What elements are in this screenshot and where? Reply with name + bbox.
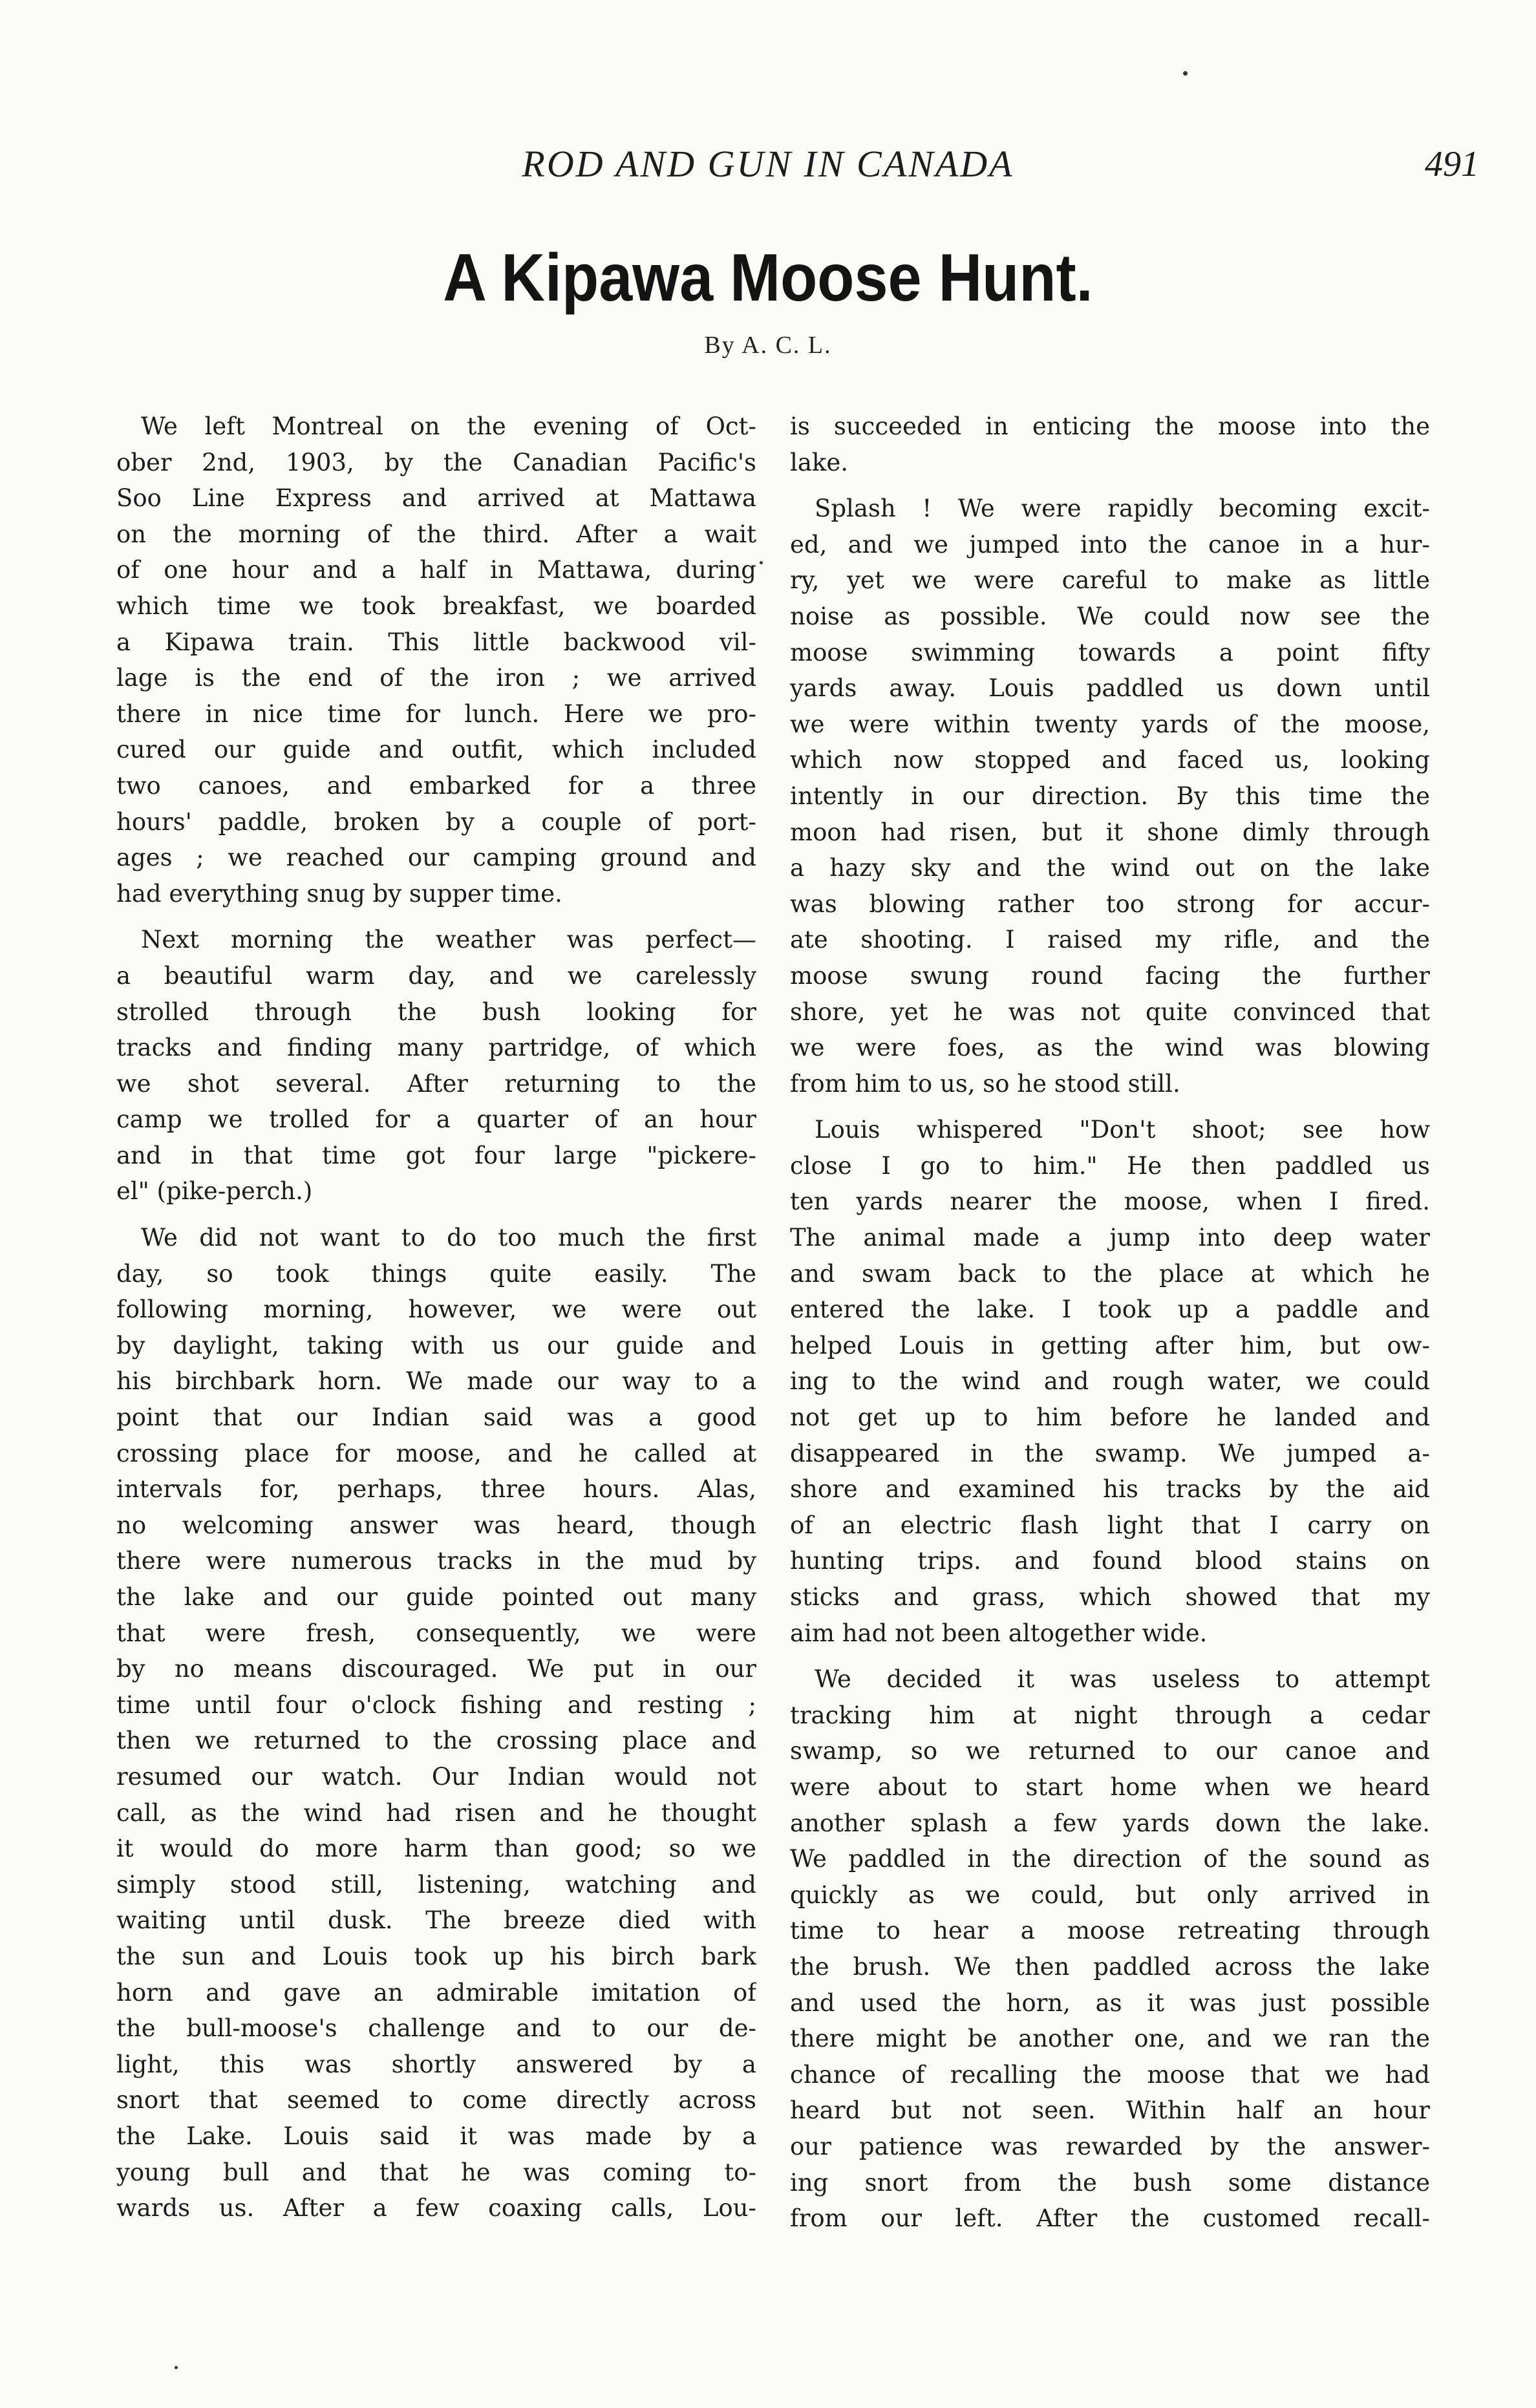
text-line: yards away. Louis paddled us down until: [790, 674, 1430, 703]
print-speck: [175, 2366, 178, 2369]
text-line: close I go to him." He then paddled us: [790, 1151, 1430, 1180]
text-line: and in that time got four large "pickere-: [116, 1141, 756, 1169]
text-line: tracking him at night through a cedar: [790, 1701, 1430, 1729]
text-line: cured our guide and outfit, which included: [116, 736, 756, 764]
text-line: snort that seemed to come directly across: [116, 2086, 756, 2115]
text-line: intently in our direction. By this time the: [790, 782, 1430, 810]
print-speck: [760, 561, 763, 564]
text-line: wards us. After a few coaxing calls, Lou-: [116, 2194, 756, 2222]
text-line: time to hear a moose retreating through: [790, 1917, 1430, 1945]
text-line: there in nice time for lunch. Here we pro-: [116, 699, 756, 728]
text-line: moose swimming towards a point fifty: [790, 638, 1430, 666]
text-line: no welcoming answer was heard, though: [116, 1511, 756, 1539]
text-line: we shot several. After returning to the: [116, 1069, 756, 1098]
text-line: disappeared in the swamp. We jumped a-: [790, 1439, 1430, 1467]
text-line: not get up to him before he landed and: [790, 1403, 1430, 1432]
text-line: ober 2nd, 1903, by the Canadian Pacific's: [116, 448, 756, 476]
text-line: aim had not been altogether wide.: [790, 1619, 1208, 1647]
paragraph: [790, 409, 1430, 480]
text-line: point that our Indian said was a good: [116, 1403, 756, 1432]
text-line: Louis whispered "Don't shoot; see how: [815, 1116, 1430, 1144]
text-line: on the morning of the third. After a wait: [116, 520, 756, 548]
text-line: ate shooting. I raised my rifle, and the: [790, 926, 1430, 954]
text-line: waiting until dusk. The breeze died with: [116, 1906, 756, 1935]
text-line: from our left. After the customed recall-: [790, 2204, 1430, 2233]
text-line: of an electric flash light that I carry on: [790, 1511, 1430, 1539]
text-line: moose swung round facing the further: [790, 961, 1430, 990]
text-line: and swam back to the place at which he: [790, 1259, 1430, 1288]
text-line: of one hour and a half in Mattawa, during: [116, 556, 756, 584]
text-line: noise as possible. We could now see the: [790, 602, 1430, 630]
text-line: following morning, however, we were out: [116, 1295, 756, 1324]
text-line: the lake and our guide pointed out many: [116, 1583, 756, 1611]
text-line: hours' paddle, broken by a couple of port-: [116, 807, 756, 836]
text-line: We decided it was useless to attempt: [815, 1665, 1430, 1694]
text-line: entered the lake. I took up a paddle and: [790, 1295, 1430, 1324]
text-line: ed, and we jumped into the canoe in a hur-: [790, 530, 1430, 559]
text-line: the Lake. Louis said it was made by a: [116, 2122, 756, 2150]
text-line: time until four o'clock fishing and resting ;: [116, 1690, 756, 1719]
text-line: light, this was shortly answered by a: [116, 2050, 756, 2078]
text-line: was blowing rather too strong for accur-: [790, 890, 1430, 918]
text-line: a hazy sky and the wind out on the lake: [790, 854, 1430, 882]
text-line: horn and gave an admirable imitation of: [116, 1978, 756, 2007]
text-line: helped Louis in getting after him, but ow-: [790, 1331, 1430, 1359]
text-line: We did not want to do too much the first: [141, 1224, 756, 1252]
paragraph: [790, 491, 1430, 1102]
text-line: moon had risen, but it shone dimly through: [790, 818, 1430, 846]
text-line: lage is the end of the iron ; we arrived: [116, 664, 756, 692]
text-line: and used the horn, as it was just possible: [790, 1988, 1430, 2017]
text-line: a beautiful warm day, and we carelessly: [116, 961, 756, 990]
text-line: shore and examined his tracks by the aid: [790, 1475, 1430, 1504]
article-byline: By A. C. L.: [704, 332, 832, 359]
text-line: call, as the wind had risen and he thought: [116, 1798, 756, 1827]
print-speck: [1183, 71, 1188, 76]
page-number: 491: [1425, 144, 1479, 184]
text-line: Soo Line Express and arrived at Mattawa: [116, 484, 756, 513]
running-head: [0, 129, 1536, 187]
text-line: his birchbark horn. We made our way to a: [116, 1367, 756, 1396]
text-line: lake.: [790, 448, 848, 476]
journal-title: ROD AND GUN IN CANADA: [522, 143, 1014, 185]
text-line: which time we took breakfast, we boarded: [116, 591, 756, 620]
text-line: tracks and finding many partridge, of which: [116, 1034, 756, 1062]
paragraph: [116, 922, 756, 1209]
right-column: [790, 409, 1430, 2247]
text-line: quickly as we could, but only arrived in: [790, 1881, 1430, 1909]
text-line: The animal made a jump into deep water: [790, 1224, 1430, 1252]
paragraph: [790, 1112, 1430, 1651]
text-line: ing snort from the bush some distance: [790, 2168, 1430, 2197]
text-line: we were within twenty yards of the moose,: [790, 710, 1430, 738]
text-line: the bull-moose's challenge and to our de-: [116, 2014, 756, 2043]
text-line: ages ; we reached our camping ground and: [116, 844, 756, 872]
article-title: A Kipawa Moose Hunt.: [443, 240, 1093, 315]
text-line: our patience was rewarded by the answer-: [790, 2132, 1430, 2160]
text-line: were about to start home when we heard: [790, 1773, 1430, 1801]
text-line: had everything snug by supper time.: [116, 879, 562, 908]
text-line: shore, yet he was not quite convinced that: [790, 997, 1430, 1026]
text-line: camp we trolled for a quarter of an hour: [116, 1105, 756, 1134]
text-line: day, so took things quite easily. The: [116, 1259, 756, 1288]
text-line: from him to us, so he stood still.: [790, 1069, 1180, 1098]
text-line: it would do more harm than good; so we: [116, 1835, 756, 1863]
text-line: the brush. We then paddled across the lake: [790, 1952, 1430, 1981]
text-line: strolled through the bush looking for: [116, 997, 756, 1026]
text-line: resumed our watch. Our Indian would not: [116, 1762, 756, 1791]
text-line: the sun and Louis took up his birch bark: [116, 1942, 756, 1970]
text-line: We paddled in the direction of the sound as: [790, 1845, 1430, 1873]
text-line: sticks and grass, which showed that my: [790, 1583, 1430, 1611]
text-line: by daylight, taking with us our guide and: [116, 1331, 756, 1359]
text-line: two canoes, and embarked for a three: [116, 771, 756, 800]
text-line: that were fresh, consequently, we were: [116, 1619, 756, 1647]
text-line: intervals for, perhaps, three hours. Alas,: [116, 1475, 756, 1504]
text-line: then we returned to the crossing place and: [116, 1727, 756, 1755]
paragraph: [790, 1661, 1430, 2237]
text-line: by no means discouraged. We put in our: [116, 1655, 756, 1683]
text-line: Splash ! We were rapidly becoming excit-: [815, 495, 1430, 523]
text-line: chance of recalling the moose that we had: [790, 2060, 1430, 2089]
paragraph: [116, 409, 756, 911]
text-line: there were numerous tracks in the mud by: [116, 1547, 756, 1575]
text-line: simply stood still, listening, watching and: [116, 1870, 756, 1899]
left-column: [116, 409, 756, 2237]
text-line: a Kipawa train. This little backwood vil-: [116, 628, 756, 656]
text-line: hunting trips. and found blood stains on: [790, 1547, 1430, 1575]
text-line: is succeeded in enticing the moose into the: [790, 412, 1430, 440]
paragraph: [116, 1220, 756, 2226]
text-line: another splash a few yards down the lake.: [790, 1809, 1430, 1837]
text-line: ten yards nearer the moose, when I fired.: [790, 1188, 1430, 1216]
text-line: heard but not seen. Within half an hour: [790, 2096, 1430, 2125]
text-line: we were foes, as the wind was blowing: [790, 1034, 1430, 1062]
text-line: swamp, so we returned to our canoe and: [790, 1737, 1430, 1765]
text-line: ry, yet we were careful to make as little: [790, 566, 1430, 595]
text-line: ing to the wind and rough water, we could: [790, 1367, 1430, 1396]
text-line: el" (pike-perch.): [116, 1177, 313, 1206]
text-line: We left Montreal on the evening of Oct-: [141, 412, 756, 440]
text-line: young bull and that he was coming to-: [116, 2158, 756, 2186]
text-line: which now stopped and faced us, looking: [790, 746, 1430, 774]
text-line: crossing place for moose, and he called at: [116, 1439, 756, 1467]
text-line: Next morning the weather was perfect—: [141, 926, 756, 954]
text-line: there might be another one, and we ran the: [790, 2025, 1430, 2053]
